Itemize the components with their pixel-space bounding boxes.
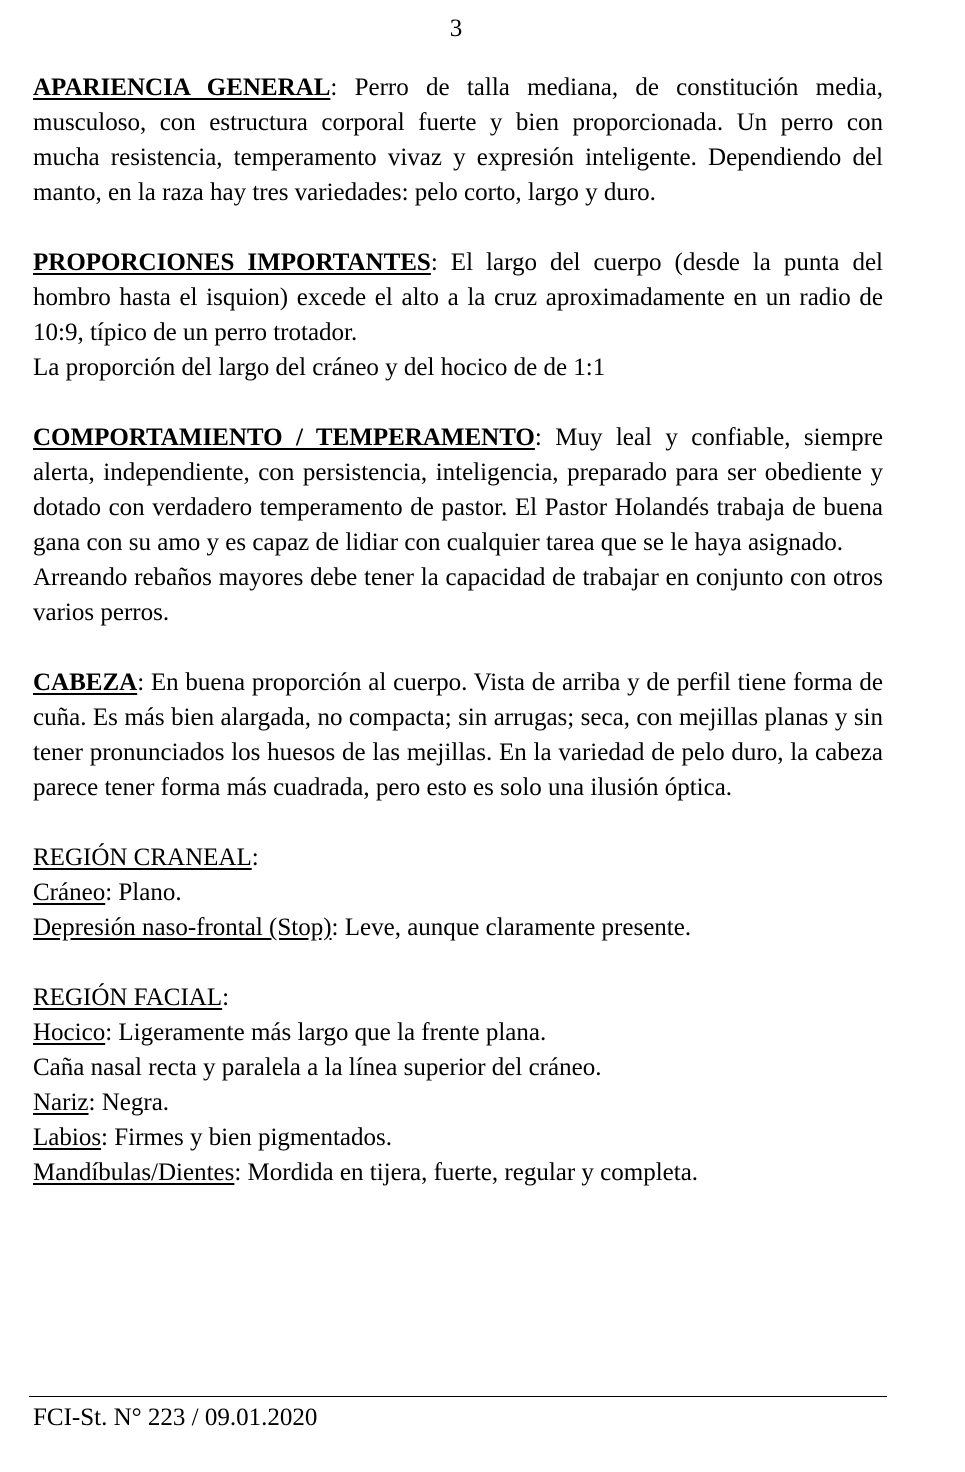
general-appearance-text: : Perro de talla mediana, de constitución media, musculoso, con estructura corporal fuerte y bien proporcionada. Un perro con mucha resistencia, temperamento vivaz y expresión inteligente. Dependiendo del manto, en la raza hay tres variedades: pelo corto, largo y duro. <box>33 74 883 206</box>
nose-label: Nariz <box>33 1089 89 1116</box>
section-cranial-region <box>33 840 883 945</box>
skull-text: : Plano. <box>105 879 182 906</box>
lips-text: : Firmes y bien pigmentados. <box>101 1124 392 1151</box>
behaviour-temperament-heading: COMPORTAMIENTO / TEMPERAMENTO <box>33 424 535 451</box>
behaviour-herding-line: Arreando rebaños mayores debe tener la capacidad de trabajar en conjunto con otros varios perros. <box>33 564 883 626</box>
jaws-teeth-text: : Mordida en tijera, fuerte, regular y completa. <box>234 1159 699 1186</box>
stop-label: Depresión naso-frontal (Stop) <box>33 914 332 941</box>
nasal-bridge-line: Caña nasal recta y paralela a la línea superior del cráneo. <box>33 1054 602 1081</box>
stop-text: : Leve, aunque claramente presente. <box>331 914 692 941</box>
section-behaviour-temperament <box>33 420 883 560</box>
muzzle-line <box>33 1015 883 1050</box>
page-number: 3 <box>449 15 463 42</box>
section-general-appearance <box>33 70 883 210</box>
facial-region-heading-line <box>33 980 883 1015</box>
skull-label: Cráneo <box>33 879 106 906</box>
footer-divider <box>29 1396 887 1397</box>
head-text: : En buena proporción al cuerpo. Vista de arriba y de perfil tiene forma de cuña. Es más bien alargada, no compacta; sin arrugas; seca, con mejillas planas y sin tener pronunciados los huesos de las mejillas. En la variedad de pelo duro, la cabeza parece tener forma más cuadrada, pero esto es solo una ilusión óptica. <box>33 669 883 801</box>
cranial-region-heading: REGIÓN CRANEAL <box>33 844 252 871</box>
facial-region-colon: : <box>222 984 230 1011</box>
skull-line <box>33 875 883 910</box>
document-body <box>33 70 883 1190</box>
nose-text: : Negra. <box>88 1089 170 1116</box>
general-appearance-heading: APARIENCIA GENERAL <box>33 74 331 101</box>
footer-reference: FCI-St. N° 223 / 09.01.2020 <box>33 1404 318 1431</box>
proportions-skull-muzzle-line: La proporción del largo del cráneo y del hocico de de 1:1 <box>33 354 606 381</box>
important-proportions-text: : El largo del cuerpo (desde la punta del hombro hasta el isquion) excede el alto a la cruz aproximadamente en un radio de 10:9, típico de un perro trotador. <box>33 249 883 346</box>
behaviour-temperament-text: : Muy leal y confiable, siempre alerta, independiente, con persistencia, inteligencia, preparado para ser obediente y dotado con verdadero temperamento de pastor. El Pastor Holandés trabaja de buena gana con su amo y es capaz de lidiar con cualquier tarea que se le haya asignado. <box>33 424 884 556</box>
stop-line <box>33 910 883 945</box>
cranial-region-heading-line <box>33 840 883 875</box>
cranial-region-colon: : <box>251 844 259 871</box>
lips-line <box>33 1120 883 1155</box>
important-proportions-heading: PROPORCIONES IMPORTANTES <box>33 249 431 276</box>
muzzle-text: : Ligeramente más largo que la frente plana. <box>105 1019 547 1046</box>
muzzle-label: Hocico <box>33 1019 106 1046</box>
jaws-teeth-line <box>33 1155 883 1190</box>
jaws-teeth-label: Mandíbulas/Dientes <box>33 1159 235 1186</box>
lips-label: Labios <box>33 1124 102 1151</box>
section-important-proportions <box>33 245 883 350</box>
facial-region-heading: REGIÓN FACIAL <box>33 984 223 1011</box>
head-heading: CABEZA <box>33 669 138 696</box>
section-head <box>33 665 883 805</box>
section-facial-region <box>33 980 883 1190</box>
nose-line <box>33 1085 883 1120</box>
